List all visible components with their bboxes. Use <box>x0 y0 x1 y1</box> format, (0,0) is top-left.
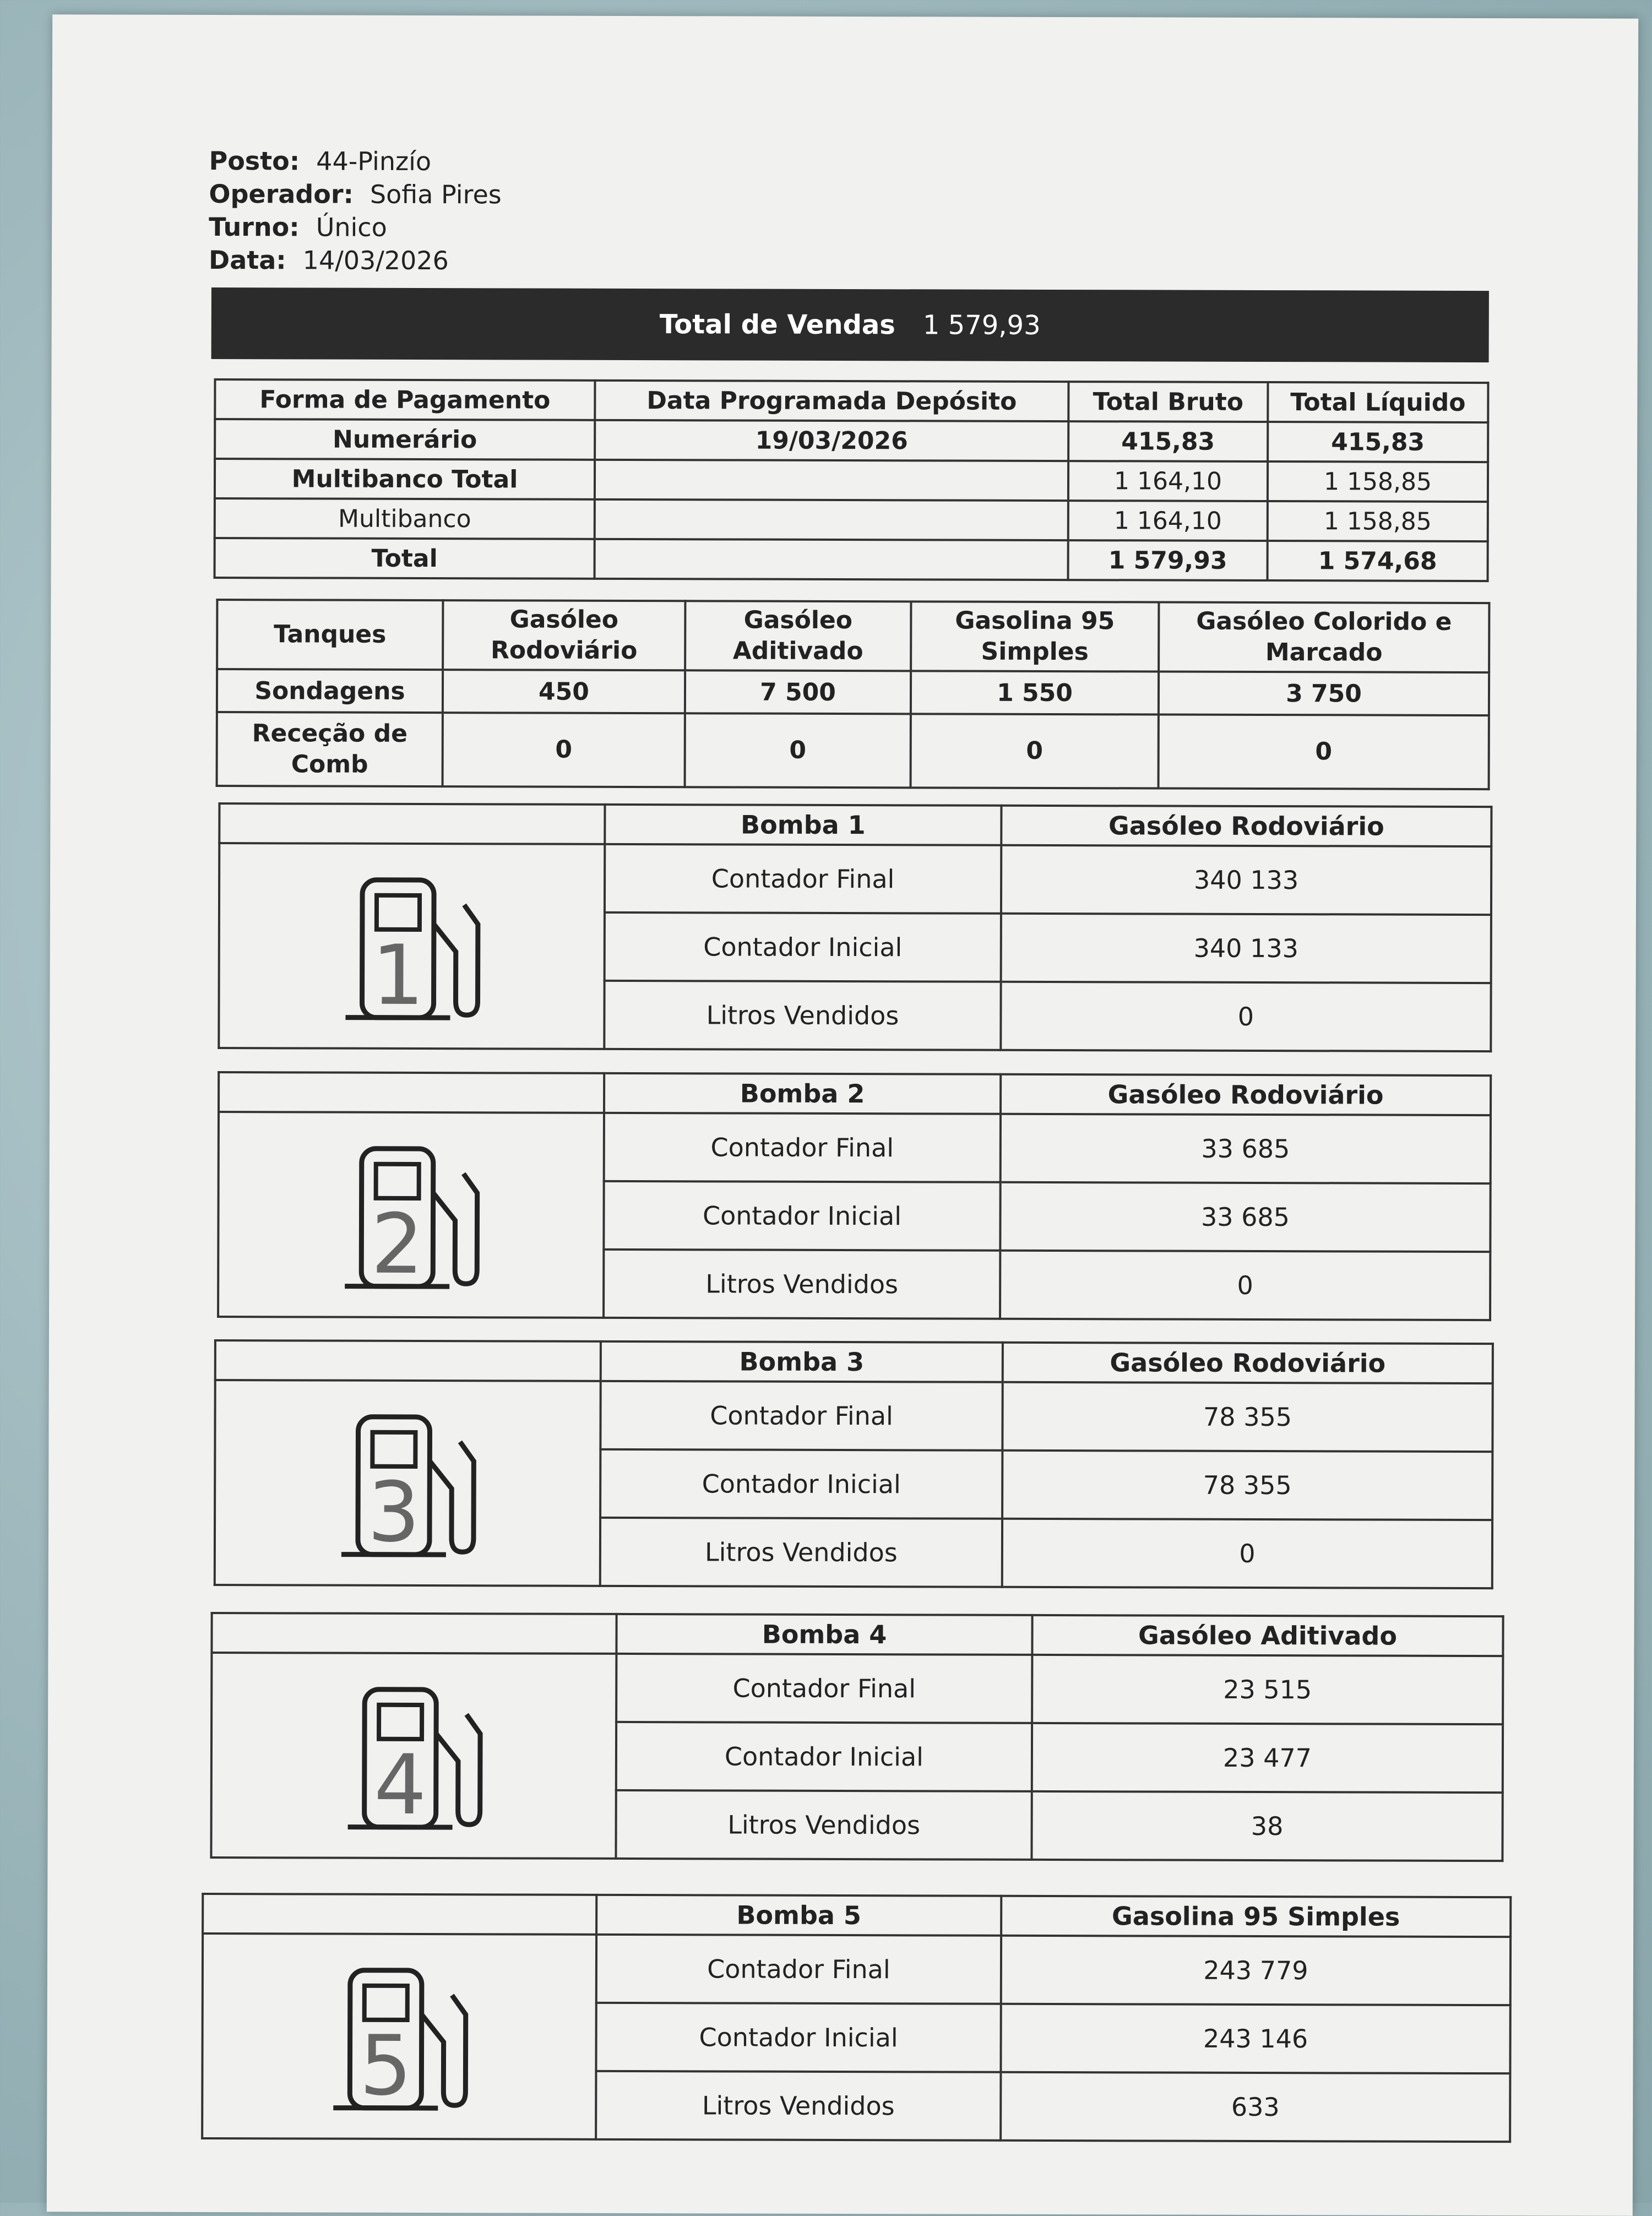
sold-label: Litros Vendidos <box>596 2071 1001 2141</box>
sold-label: Litros Vendidos <box>604 981 1001 1050</box>
pump-fuel: Gasóleo Rodoviário <box>1001 806 1491 846</box>
payments-cell: 1 579,93 <box>1068 540 1268 580</box>
fuel-pump-icon <box>211 1653 616 1859</box>
payments-cell: 1 164,10 <box>1068 501 1268 541</box>
payments-cell <box>595 460 1068 501</box>
payments-cell: 1 574,68 <box>1268 541 1488 581</box>
report-header <box>209 144 502 277</box>
tanks-cell: Sondagens <box>217 669 443 713</box>
tanks-cell: 0 <box>911 714 1159 788</box>
operador-value: Sofia Pires <box>370 178 502 211</box>
pump-number: 2 <box>371 1197 423 1292</box>
final-label: Contador Final <box>600 1381 1002 1451</box>
initial-value: 33 685 <box>1000 1182 1490 1252</box>
total-sales-value: 1 579,93 <box>923 309 1041 341</box>
fuel-pump-icon <box>219 843 605 1049</box>
tanks-cell: 1 550 <box>911 671 1159 714</box>
payments-cell: 19/03/2026 <box>595 420 1068 461</box>
payments-cell: 1 158,85 <box>1268 501 1488 541</box>
pump-name: Bomba 2 <box>604 1073 1001 1114</box>
initial-value: 78 355 <box>1002 1451 1492 1520</box>
tanks-header-row <box>217 600 1489 672</box>
tanks-cell: 3 750 <box>1159 672 1489 716</box>
sold-value: 38 <box>1031 1791 1502 1861</box>
pump-name: Bomba 3 <box>601 1341 1003 1382</box>
payments-row <box>215 498 1488 541</box>
payments-header: Data Programada Depósito <box>595 381 1068 421</box>
total-sales-banner <box>211 287 1489 362</box>
final-value: 340 133 <box>1001 845 1491 915</box>
sold-label: Litros Vendidos <box>604 1250 1000 1319</box>
final-value: 23 515 <box>1032 1655 1503 1724</box>
pump-number: 3 <box>367 1465 420 1561</box>
pump-name: Bomba 5 <box>596 1895 1001 1936</box>
initial-label: Contador Inicial <box>616 1722 1032 1791</box>
pump-number: 4 <box>373 1737 426 1833</box>
sold-value: 0 <box>1002 1519 1492 1588</box>
sold-label: Litros Vendidos <box>600 1518 1002 1587</box>
payments-cell: 1 164,10 <box>1068 461 1268 501</box>
payments-cell: 415,83 <box>1068 421 1268 461</box>
pump-number: 1 <box>372 928 425 1024</box>
report-sheet <box>47 14 1638 2216</box>
initial-value: 340 133 <box>1001 914 1491 983</box>
tanks-cell: 450 <box>443 670 685 713</box>
tanks-header: Gasóleo Aditivado <box>685 601 911 671</box>
pump-header-blank <box>211 1613 616 1654</box>
pump-fuel: Gasolina 95 Simples <box>1001 1896 1510 1937</box>
payments-total-row <box>215 538 1488 581</box>
pump-header-blank <box>219 1072 604 1113</box>
data-value: 14/03/2026 <box>303 243 449 277</box>
pump-name: Bomba 4 <box>616 1614 1032 1655</box>
operador-label: Operador: <box>209 177 354 211</box>
posto-label: Posto: <box>209 144 300 177</box>
payments-cell <box>595 499 1068 540</box>
posto-value: 44-Pinzío <box>316 144 431 178</box>
initial-label: Contador Inicial <box>605 913 1001 982</box>
final-label: Contador Final <box>604 1113 1001 1182</box>
payments-cell: 415,83 <box>1268 422 1488 462</box>
payments-cell: Multibanco <box>215 498 595 539</box>
tanks-header: Gasolina 95 Simples <box>911 601 1159 671</box>
turno-label: Turno: <box>209 210 300 243</box>
tanks-cell: Receção de Comb <box>217 712 443 786</box>
payments-cell: Numerário <box>215 419 595 460</box>
final-label: Contador Final <box>596 1935 1001 2004</box>
tanks-row <box>217 712 1489 789</box>
tanks-header: Gasóleo Colorido e Marcado <box>1159 602 1489 673</box>
pump-header-blank <box>203 1894 596 1935</box>
tanks-header: Gasóleo Rodoviário <box>443 600 685 670</box>
payments-header-row <box>215 379 1488 422</box>
tanks-cell: 7 500 <box>685 670 911 714</box>
pump-name: Bomba 1 <box>605 805 1001 845</box>
final-value: 33 685 <box>1001 1114 1491 1183</box>
final-label: Contador Final <box>605 844 1001 914</box>
pump-header-blank <box>219 803 605 844</box>
pump-fuel: Gasóleo Aditivado <box>1032 1615 1503 1656</box>
fuel-pump-icon <box>202 1933 596 2139</box>
pump-fuel: Gasóleo Rodoviário <box>1001 1074 1491 1115</box>
sold-value: 0 <box>1001 982 1491 1051</box>
payments-header: Total Bruto <box>1068 382 1268 422</box>
tanks-cell: 0 <box>1159 715 1489 790</box>
final-value: 78 355 <box>1002 1382 1492 1452</box>
payments-header: Total Líquido <box>1268 382 1488 422</box>
payments-row <box>215 459 1488 502</box>
pump-table-2 <box>217 1071 1492 1321</box>
fuel-pump-icon <box>218 1112 604 1318</box>
sold-label: Litros Vendidos <box>616 1790 1031 1860</box>
pump-table-1 <box>218 802 1492 1052</box>
payments-cell <box>595 539 1068 580</box>
sold-value: 633 <box>1001 2072 1510 2142</box>
payments-row <box>215 419 1488 462</box>
pump-number: 5 <box>359 2018 412 2114</box>
payments-cell: Total <box>215 538 595 579</box>
tanks-cell: 0 <box>443 713 685 787</box>
initial-label: Contador Inicial <box>596 2003 1001 2072</box>
tanks-header: Tanques <box>217 600 443 670</box>
tanks-row <box>217 669 1489 715</box>
payments-cell: 1 158,85 <box>1268 461 1488 502</box>
pump-table-3 <box>214 1339 1494 1589</box>
pump-table-4 <box>210 1612 1504 1862</box>
final-value: 243 779 <box>1001 1936 1510 2005</box>
tanks-cell: 0 <box>685 713 911 787</box>
pump-fuel: Gasóleo Rodoviário <box>1003 1343 1493 1383</box>
initial-value: 243 146 <box>1001 2004 1510 2073</box>
total-sales-label: Total de Vendas <box>660 309 895 340</box>
pump-header-blank <box>215 1340 601 1381</box>
initial-label: Contador Inicial <box>604 1181 1000 1251</box>
payments-table <box>214 378 1490 582</box>
pump-table-5 <box>201 1893 1512 2143</box>
payments-cell: Multibanco Total <box>215 459 595 499</box>
turno-value: Único <box>316 210 387 243</box>
payments-header: Forma de Pagamento <box>215 379 595 420</box>
initial-value: 23 477 <box>1032 1723 1503 1793</box>
fuel-pump-icon <box>215 1380 601 1586</box>
initial-label: Contador Inicial <box>600 1449 1002 1519</box>
sold-value: 0 <box>1000 1251 1490 1320</box>
final-label: Contador Final <box>616 1654 1032 1723</box>
tanks-table <box>216 599 1491 790</box>
data-label: Data: <box>209 243 286 276</box>
